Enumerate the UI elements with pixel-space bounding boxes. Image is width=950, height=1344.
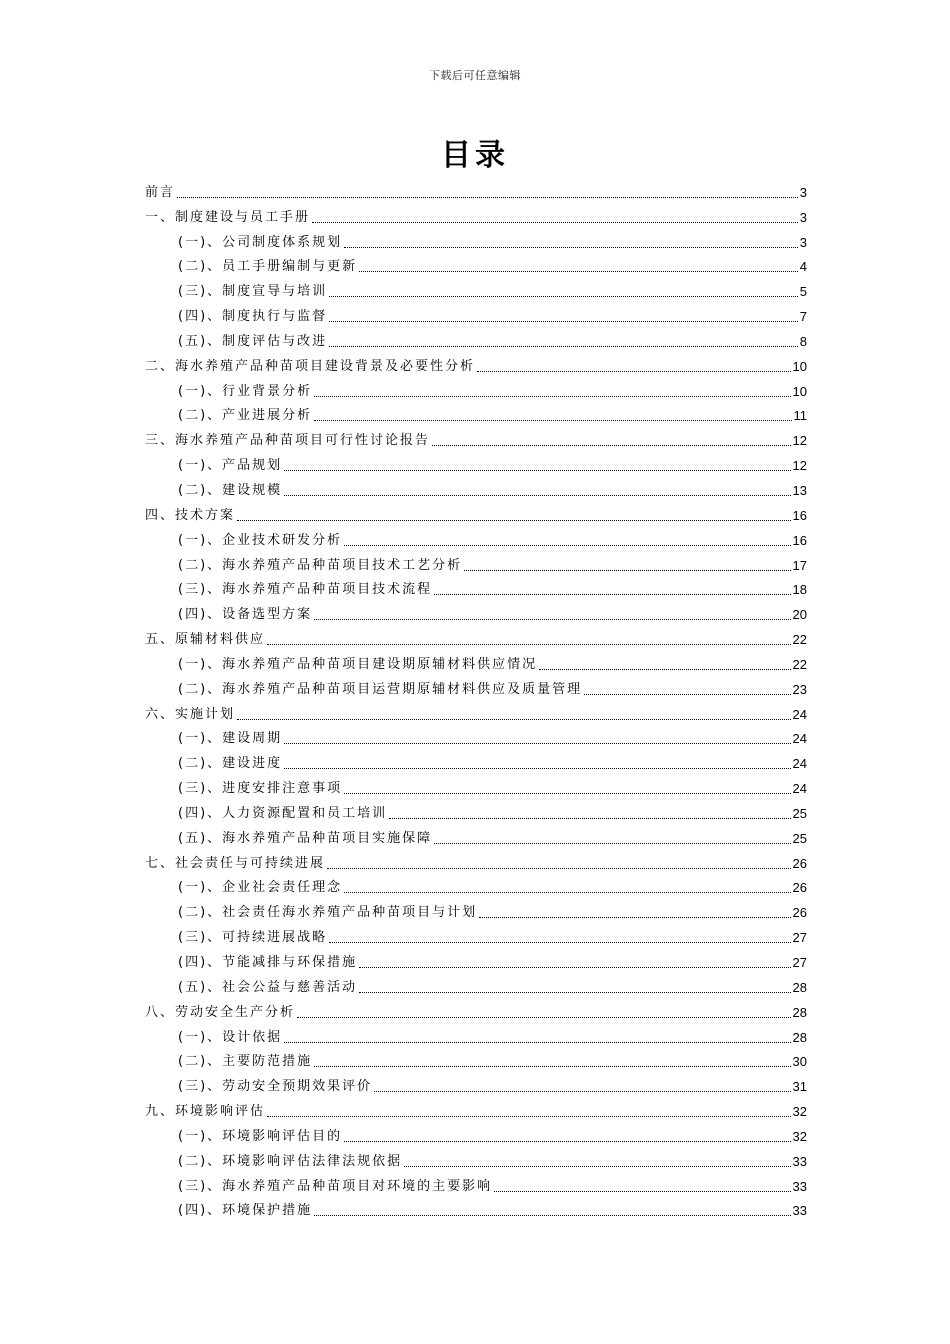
- toc-page-number: 16: [792, 532, 807, 548]
- toc-leader-dots: [584, 694, 790, 695]
- toc-leader-dots: [327, 868, 791, 869]
- toc-page-number: 22: [792, 656, 807, 672]
- toc-page-number: 32: [792, 1104, 807, 1120]
- toc-entry[interactable]: [145, 1171, 807, 1196]
- toc-entry-text: (一)、产品规划: [178, 458, 283, 474]
- toc-page-number: 26: [792, 880, 807, 896]
- toc-page-number: 24: [792, 731, 807, 747]
- toc-entry-text: 前言: [145, 184, 176, 200]
- toc-leader-dots: [389, 818, 790, 819]
- toc-entry-text: (二)、主要防范措施: [178, 1054, 313, 1070]
- toc-page-number: 33: [792, 1178, 807, 1194]
- toc-page-number: 11: [793, 408, 807, 424]
- toc-entry[interactable]: [145, 1071, 807, 1096]
- toc-leader-dots: [284, 495, 790, 496]
- toc-entry[interactable]: [145, 525, 807, 550]
- page-header: 下载后可任意编辑: [429, 69, 521, 82]
- toc-entry[interactable]: [145, 699, 807, 724]
- toc-entry-text: (二)、海水养殖产品种苗项目技术工艺分析: [178, 557, 463, 573]
- toc-entry[interactable]: [145, 1022, 807, 1047]
- toc-page-number: 13: [792, 482, 807, 498]
- toc-entry-text: (一)、公司制度体系规划: [178, 234, 343, 250]
- toc-leader-dots: [312, 222, 798, 223]
- toc-entry[interactable]: [145, 972, 807, 997]
- toc-entry-text: (二)、社会责任海水养殖产品种苗项目与计划: [178, 905, 478, 921]
- toc-entry[interactable]: [145, 897, 807, 922]
- toc-page-number: 25: [792, 830, 807, 846]
- toc-entry-text: (五)、社会公益与慈善活动: [178, 979, 358, 995]
- toc-entry-text: (四)、设备选型方案: [178, 607, 313, 623]
- toc-entry-text: 四、技术方案: [145, 507, 236, 523]
- toc-page-number: 3: [799, 184, 807, 200]
- toc-entry[interactable]: [145, 301, 807, 326]
- toc-entry-text: (一)、海水养殖产品种苗项目建设期原辅材料供应情况: [178, 656, 538, 672]
- toc-entry[interactable]: [145, 997, 807, 1022]
- toc-entry-text: (一)、企业社会责任理念: [178, 880, 343, 896]
- toc-entry-text: (四)、制度执行与监督: [178, 309, 328, 325]
- toc-page-number: 28: [792, 1029, 807, 1045]
- toc-page-number: 5: [799, 284, 807, 300]
- toc-entry-text: (三)、可持续进展战略: [178, 930, 328, 946]
- toc-entry-text: 一、制度建设与员工手册: [145, 209, 311, 225]
- toc-entry[interactable]: [145, 1096, 807, 1121]
- toc-page-number: 16: [792, 507, 807, 523]
- toc-page-number: 27: [792, 930, 807, 946]
- toc-leader-dots: [284, 768, 790, 769]
- toc-leader-dots: [432, 445, 791, 446]
- toc-leader-dots: [314, 396, 790, 397]
- toc-entry-text: 六、实施计划: [145, 706, 236, 722]
- toc-entry-text: 五、原辅材料供应: [145, 632, 266, 648]
- toc-entry[interactable]: [145, 773, 807, 798]
- toc-page-number: 17: [792, 557, 807, 573]
- toc-entry-text: (三)、进度安排注意事项: [178, 781, 343, 797]
- toc-entry-text: (四)、人力资源配置和员工培训: [178, 805, 388, 821]
- toc-entry[interactable]: [145, 1047, 807, 1072]
- toc-entry[interactable]: [145, 947, 807, 972]
- toc-page-number: 23: [792, 681, 807, 697]
- toc-page-number: 10: [792, 358, 807, 374]
- toc-leader-dots: [314, 420, 791, 421]
- toc-entry-text: 三、海水养殖产品种苗项目可行性讨论报告: [145, 433, 431, 449]
- toc-page-number: 28: [792, 1004, 807, 1020]
- toc-page-number: 26: [792, 905, 807, 921]
- toc-leader-dots: [344, 892, 790, 893]
- toc-title: 目录: [441, 138, 509, 173]
- toc-page-number: 24: [792, 706, 807, 722]
- toc-page-number: 32: [792, 1128, 807, 1144]
- toc-entry[interactable]: [145, 624, 807, 649]
- toc-page-number: 33: [792, 1203, 807, 1219]
- toc-leader-dots: [344, 1141, 790, 1142]
- toc-page-number: 33: [792, 1153, 807, 1169]
- toc-entry[interactable]: [145, 1196, 807, 1221]
- toc-leader-dots: [329, 296, 798, 297]
- toc-entry-text: (二)、产业进展分析: [178, 408, 313, 424]
- toc-entry[interactable]: [145, 401, 807, 426]
- toc-page-number: 18: [792, 582, 807, 598]
- toc-leader-dots: [314, 619, 790, 620]
- toc-leader-dots: [344, 545, 790, 546]
- toc-entry[interactable]: [145, 798, 807, 823]
- toc-page-number: 7: [799, 309, 807, 325]
- toc-page-number: 3: [799, 209, 807, 225]
- toc-entry[interactable]: [145, 376, 807, 401]
- toc-entry[interactable]: [145, 848, 807, 873]
- toc-entry[interactable]: [145, 724, 807, 749]
- toc-entry[interactable]: [145, 326, 807, 351]
- toc-entry[interactable]: [145, 748, 807, 773]
- toc-entry-text: (一)、环境影响评估目的: [178, 1128, 343, 1144]
- toc-leader-dots: [477, 371, 791, 372]
- toc-entry-text: (三)、海水养殖产品种苗项目对环境的主要影响: [178, 1178, 493, 1194]
- toc-entry[interactable]: [145, 475, 807, 500]
- toc-leader-dots: [539, 669, 790, 670]
- toc-page-number: 20: [792, 607, 807, 623]
- toc-entry[interactable]: [145, 252, 807, 277]
- toc-entry[interactable]: [145, 450, 807, 475]
- toc-leader-dots: [434, 594, 790, 595]
- toc-entry-text: (三)、海水养殖产品种苗项目技术流程: [178, 582, 433, 598]
- toc-leader-dots: [284, 470, 790, 471]
- toc-leader-dots: [237, 520, 791, 521]
- toc-entry-text: (二)、建设规模: [178, 482, 283, 498]
- toc-leader-dots: [344, 247, 798, 248]
- toc-entry[interactable]: [145, 276, 807, 301]
- toc-entry-text: (一)、行业背景分析: [178, 383, 313, 399]
- toc-leader-dots: [329, 321, 798, 322]
- toc-entry[interactable]: [145, 674, 807, 699]
- toc-leader-dots: [284, 1042, 790, 1043]
- toc-entry-text: (四)、节能减排与环保措施: [178, 955, 358, 970]
- toc-page-number: 10: [792, 383, 807, 399]
- toc-entry[interactable]: [145, 500, 807, 525]
- toc-entry-text: (二)、海水养殖产品种苗项目运营期原辅材料供应及质量管理: [178, 681, 583, 697]
- toc-entry-text: 八、劳动安全生产分析: [145, 1004, 296, 1020]
- toc-entry-text: (二)、环境影响评估法律法规依据: [178, 1153, 403, 1169]
- toc-leader-dots: [314, 1066, 790, 1067]
- toc-entry[interactable]: [145, 351, 807, 376]
- toc-leader-dots: [344, 793, 790, 794]
- toc-entry-text: 二、海水养殖产品种苗项目建设背景及必要性分析: [145, 358, 476, 374]
- toc-entry[interactable]: [145, 227, 807, 252]
- toc-entry-text: (三)、制度宣导与培训: [178, 284, 328, 300]
- toc-leader-dots: [329, 346, 798, 347]
- toc-entry-text: 七、社会责任与可持续进展: [145, 855, 326, 871]
- toc-leader-dots: [297, 1017, 791, 1018]
- toc-leader-dots: [237, 719, 791, 720]
- toc-entry-text: (二)、员工手册编制与更新: [178, 259, 358, 275]
- toc-page-number: 22: [792, 632, 807, 648]
- toc-leader-dots: [359, 992, 790, 993]
- toc-entry[interactable]: [145, 177, 807, 202]
- toc-entry[interactable]: [145, 575, 807, 600]
- toc-entry[interactable]: [145, 823, 807, 848]
- toc-page-number: 28: [792, 979, 807, 995]
- toc-leader-dots: [284, 743, 790, 744]
- toc-page-number: 31: [792, 1079, 807, 1095]
- toc-leader-dots: [267, 644, 791, 645]
- toc-entry-text: (五)、海水养殖产品种苗项目实施保障: [178, 830, 433, 846]
- toc-page-number: 30: [792, 1054, 807, 1070]
- toc-entry-text: (一)、设计依据: [178, 1029, 283, 1045]
- toc-leader-dots: [464, 570, 790, 571]
- toc-leader-dots: [267, 1116, 791, 1117]
- toc-entry[interactable]: [145, 425, 807, 450]
- toc-page-number: 27: [792, 955, 807, 970]
- toc-entry-text: (一)、建设周期: [178, 731, 283, 747]
- toc-leader-dots: [434, 843, 790, 844]
- toc-leader-dots: [404, 1166, 790, 1167]
- toc-page-number: 4: [799, 259, 807, 275]
- toc-entry-text: 九、环境影响评估: [145, 1104, 266, 1120]
- toc-entry-text: (二)、建设进度: [178, 756, 283, 772]
- toc-page-number: 3: [799, 234, 807, 250]
- toc-leader-dots: [494, 1191, 790, 1192]
- toc-page-number: 8: [799, 333, 807, 349]
- toc-leader-dots: [374, 1091, 790, 1092]
- toc-entry-text: (四)、环境保护措施: [178, 1203, 313, 1219]
- toc-page-number: 24: [792, 756, 807, 772]
- toc-leader-dots: [359, 271, 798, 272]
- toc-page-number: 12: [792, 433, 807, 449]
- toc-entry[interactable]: [145, 1121, 807, 1146]
- table-of-contents: [145, 177, 807, 1220]
- toc-entry[interactable]: [145, 550, 807, 575]
- toc-page-number: 24: [792, 781, 807, 797]
- toc-page-number: 26: [792, 855, 807, 871]
- toc-leader-dots: [479, 917, 790, 918]
- toc-entry-text: (五)、制度评估与改进: [178, 333, 328, 349]
- toc-entry[interactable]: [145, 873, 807, 898]
- toc-entry-text: (三)、劳动安全预期效果评价: [178, 1079, 373, 1095]
- toc-page-number: 12: [792, 458, 807, 474]
- toc-leader-dots: [314, 1215, 790, 1216]
- toc-leader-dots: [329, 942, 790, 943]
- toc-entry[interactable]: [145, 1146, 807, 1171]
- toc-page-number: 25: [792, 805, 807, 821]
- toc-entry[interactable]: [145, 599, 807, 624]
- toc-leader-dots: [177, 197, 798, 198]
- toc-entry[interactable]: [145, 202, 807, 227]
- toc-entry[interactable]: [145, 649, 807, 674]
- toc-entry-text: (一)、企业技术研发分析: [178, 532, 343, 548]
- toc-entry[interactable]: [145, 922, 807, 947]
- toc-leader-dots: [359, 967, 790, 968]
